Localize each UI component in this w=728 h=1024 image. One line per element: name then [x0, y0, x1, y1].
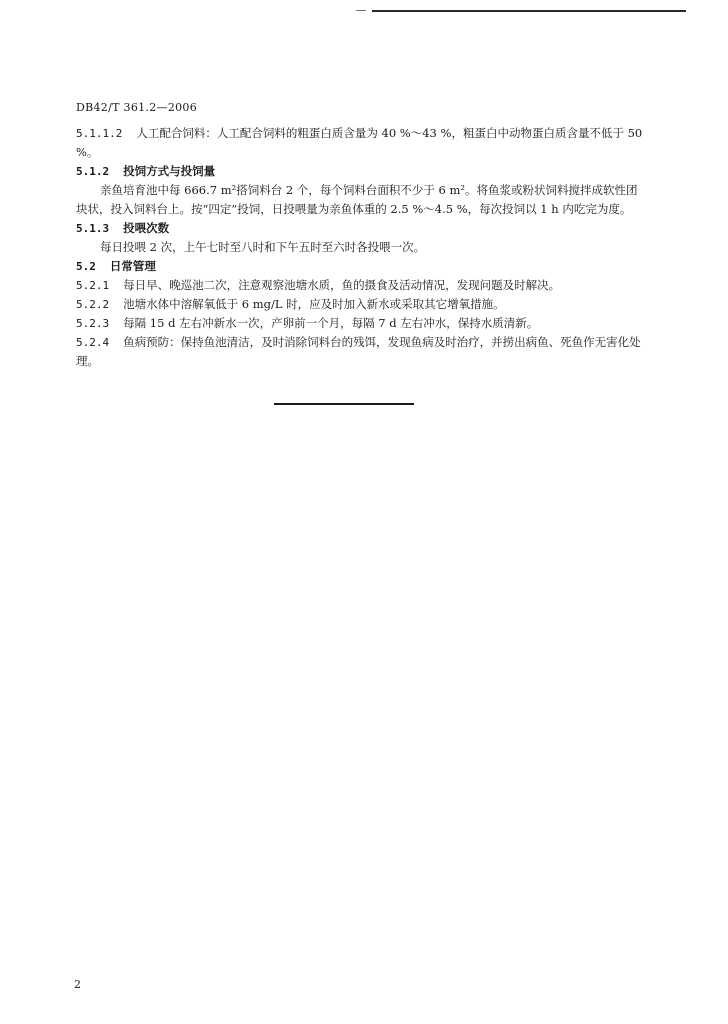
clause-5-1-1-2 — [76, 124, 646, 162]
clause-number: 5.2.4 — [76, 336, 110, 349]
clause-number: 5.2.1 — [76, 279, 110, 292]
clause-5-1-3-heading — [76, 219, 646, 238]
clause-heading-text: 投饲方式与投饲量 — [123, 164, 216, 178]
feeding-method-paragraph: 亲鱼培育池中每 666.7 m²搭饲料台 2 个，每个饲料台面积不少于 6 m²。将鱼浆或粉状饲料搅拌成软性团块状，投入饲料台上。按“四定”投饲，日投喂量为亲鱼体重的 2.5 %～4.5 %，每次投饲以 1 h 内吃完为度。 — [76, 183, 638, 216]
clause-number: 5.1.1.2 — [76, 127, 123, 140]
clause-5-2-3 — [76, 314, 646, 333]
clause-heading-text: 日常管理 — [109, 259, 156, 273]
clause-text: 池塘水体中溶解氧低于 6 mg/L 时，应及时加入新水或采取其它增氧措施。 — [123, 297, 505, 311]
clause-number: 5.2.2 — [76, 298, 110, 311]
clause-text: 鱼病预防：保持鱼池清洁，及时消除饲料台的残饵，发现鱼病及时治疗，并捞出病鱼、死鱼作无害化处理。 — [76, 335, 641, 368]
clause-text: 每隔 15 d 左右冲新水一次，产卵前一个月，每隔 7 d 左右冲水，保持水质清新。 — [123, 316, 539, 330]
clause-5-2-1 — [76, 276, 646, 295]
clause-5-2-4 — [76, 333, 646, 371]
clause-5-1-2-heading — [76, 162, 646, 181]
clause-number: 5.1.3 — [76, 222, 110, 235]
clause-5-2-2 — [76, 295, 646, 314]
clause-5-2-heading — [76, 257, 646, 276]
clause-number: 5.2.3 — [76, 317, 110, 330]
document-body — [76, 124, 646, 371]
clause-text: 人工配合饲料：人工配合饲料的粗蛋白质含量为 40 %～43 %，粗蛋白中动物蛋白质含量不低于 50 %。 — [76, 126, 643, 159]
clause-number: 5.1.2 — [76, 165, 110, 178]
clause-heading-text: 投喂次数 — [123, 221, 170, 235]
clause-text: 每日早、晚巡池二次，注意观察池塘水质，鱼的摄食及活动情况，发现问题及时解决。 — [123, 278, 561, 292]
header-rule-stub — [356, 10, 366, 11]
end-of-text-rule — [274, 403, 414, 405]
page-number: 2 — [74, 978, 81, 991]
feeding-frequency-paragraph: 每日投喂 2 次，上午七时至八时和下午五时至六时各投喂一次。 — [100, 240, 426, 254]
header-rule — [372, 10, 686, 12]
clause-number: 5.2 — [76, 260, 96, 273]
document-number: DB42/T 361.2—2006 — [76, 101, 198, 114]
